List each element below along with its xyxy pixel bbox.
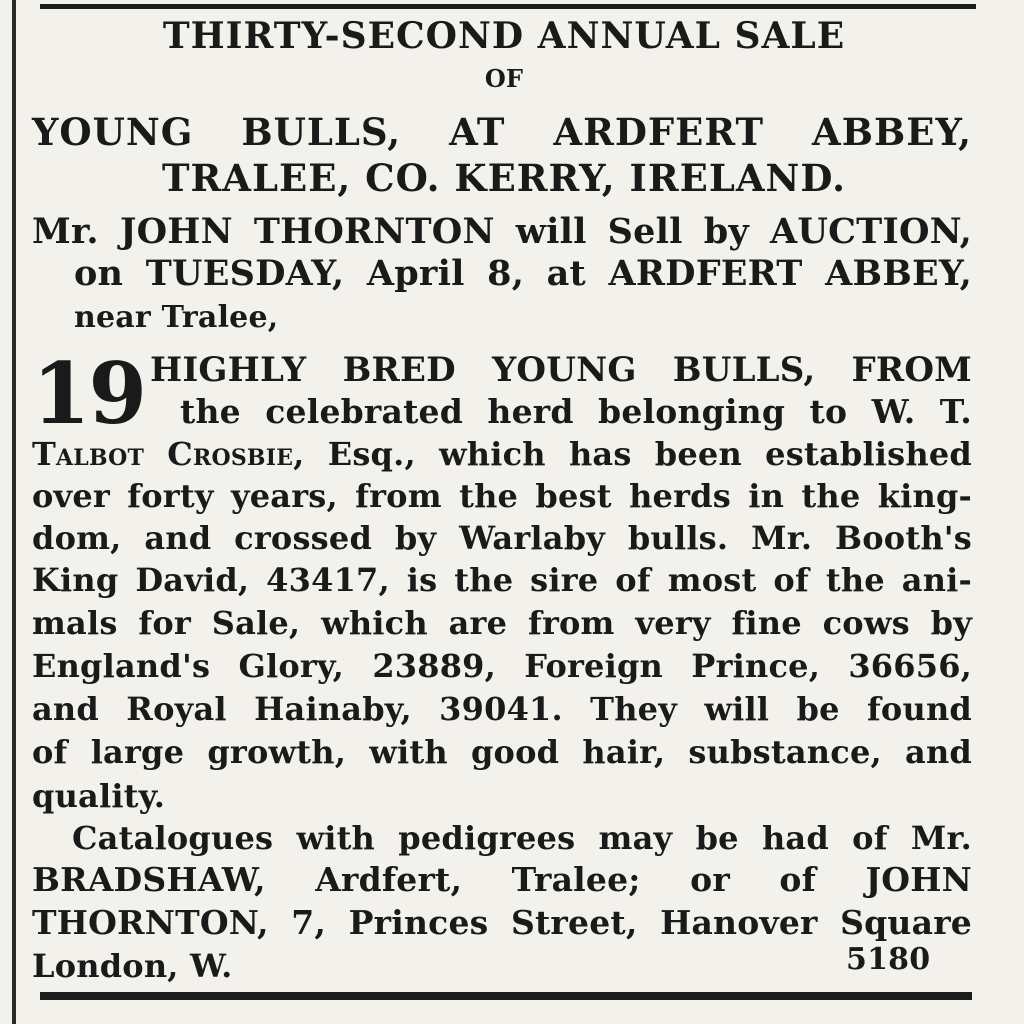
intro-line-1: Mr. JOHN THORNTON will Sell by AUCTION, xyxy=(32,211,972,252)
body-line-9: and Royal Hainaby, 39041. They will be found xyxy=(32,690,972,728)
body-line-2: the celebrated herd belonging to W. T. xyxy=(180,392,972,431)
bottom-rule xyxy=(40,992,972,1000)
closing-line-1: Catalogues with pedigrees may be had of Mr. xyxy=(72,819,972,857)
closing-line-4: London, W. xyxy=(32,947,233,985)
drop-cap-number: 19 xyxy=(32,344,145,443)
body-line-10: of large growth, with good hair, substance, and xyxy=(32,733,972,771)
body-line-8: England's Glory, 23889, Foreign Prince, 36656, xyxy=(32,647,972,685)
heading-line-4: TRALEE, CO. KERRY, IRELAND. xyxy=(161,156,847,200)
body-line-6: King David, 43417, is the sire of most of the ani- xyxy=(32,561,972,599)
body-line-4: over forty years, from the best herds in the king- xyxy=(32,477,972,515)
ad-reference-number: 5180 xyxy=(846,942,931,977)
heading-of: OF xyxy=(484,64,524,93)
heading-line-3: YOUNG BULLS, AT ARDFERT ABBEY, xyxy=(32,110,972,154)
left-column-rule xyxy=(12,0,16,1024)
intro-line-2: on TUESDAY, April 8, at ARDFERT ABBEY, xyxy=(74,253,972,294)
body-line-3-rest: , Esq., which has been established xyxy=(293,435,972,473)
body-line-1: HIGHLY BRED YOUNG BULLS, FROM xyxy=(150,350,972,390)
body-line-11: quality. xyxy=(32,777,166,815)
heading-line-1: THIRTY-SECOND ANNUAL SALE xyxy=(162,15,846,57)
body-line-3 xyxy=(32,434,972,474)
talbot-crosbie-name: Talbot Crosbie xyxy=(32,435,294,473)
intro-line-3: near Tralee, xyxy=(74,300,279,335)
top-rule xyxy=(40,4,976,9)
body-line-5: dom, and crossed by Warlaby bulls. Mr. Booth's xyxy=(32,519,972,557)
closing-line-3: THORNTON, 7, Princes Street, Hanover Square xyxy=(32,903,972,942)
body-line-7: mals for Sale, which are from very fine cows by xyxy=(32,604,972,642)
closing-line-2: BRADSHAW, Ardfert, Tralee; or of JOHN xyxy=(32,860,972,899)
